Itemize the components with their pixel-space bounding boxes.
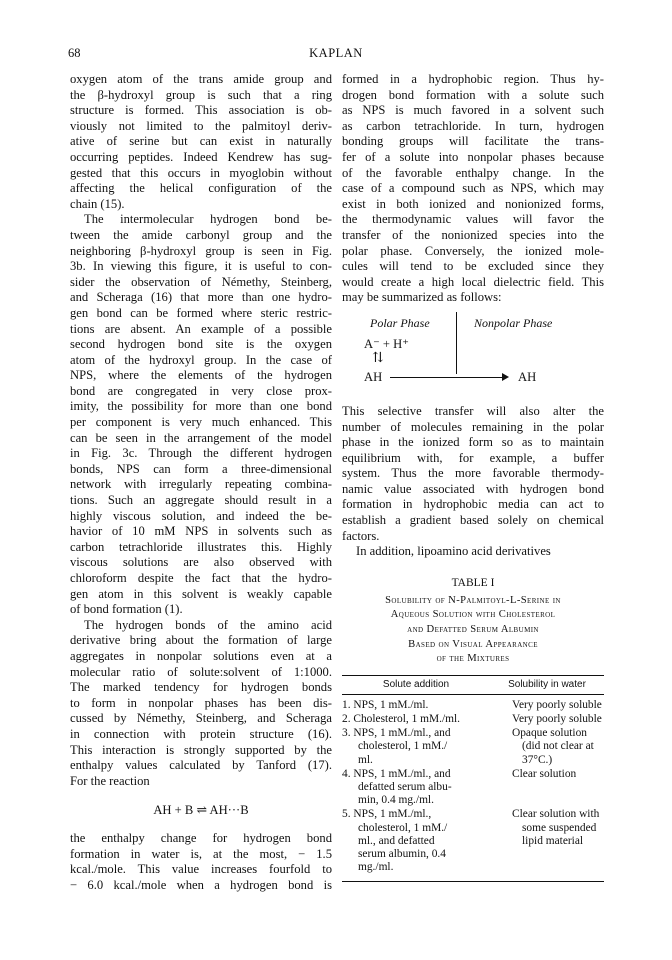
solubility-text: Clear solution with [512, 808, 600, 821]
right-column [342, 72, 604, 882]
phase-scheme [342, 310, 604, 398]
table-caption-line: Solubility of N-Palmitoyl-L-Serine in [385, 594, 561, 606]
solubility-text: Very poorly soluble [512, 713, 602, 726]
solute-text: 2. Cholesterol, 1 mM./ml. [342, 713, 461, 726]
text-line: gen bond can be formed where steric restric- [70, 305, 332, 320]
table-row [342, 699, 604, 712]
table-row [342, 808, 604, 874]
table-row [342, 727, 604, 767]
text-line: carbon tetrachloride illustrates this. Highly [70, 539, 332, 554]
solute-text: serum albumin, 0.4 [358, 848, 446, 861]
solubility-cell [512, 768, 604, 808]
text-line: can be seen in the arrangement of the model [70, 430, 332, 445]
solute-text: 3. NPS, 1 mM./ml., and [342, 727, 451, 740]
text-line: the enthalpy change for hydrogen bond [70, 830, 332, 845]
solubility-cell [512, 713, 604, 726]
text-line: equilibrium with, for example, a buffer [342, 450, 604, 465]
text-line: The intermolecular hydrogen bond be- [84, 212, 332, 227]
text-line: bond are congregated in very close prox- [70, 383, 332, 398]
table-caption [342, 594, 604, 667]
nonionized-species-polar: AH [364, 369, 383, 384]
table-caption-line: Based on Visual Appearance [408, 638, 538, 650]
solubility-text: some suspended [522, 821, 597, 834]
equilibrium-arrows-icon: ⇅ [372, 350, 384, 366]
text-line: neighboring β-hydroxyl group is seen in Fig. [70, 243, 332, 258]
text-line: formation in water is, at the most, − 1.5 [70, 846, 332, 861]
text-line: drogen bond formation with a solute such [342, 87, 604, 102]
text-line: This interaction is strongly supported by the [70, 742, 332, 757]
solute-text: ml. [358, 753, 373, 766]
text-line: factors. [342, 528, 380, 543]
text-line: cules will tend to be excluded since they [342, 259, 604, 274]
text-line: as carbon tetrachloride. In turn, hydrogen [342, 118, 604, 133]
text-line: NPS, where the elements of the hydrogen [70, 368, 332, 383]
text-line: namic value associated with hydrogen bond [342, 481, 604, 496]
table-caption-line: of the Mixtures [436, 653, 510, 665]
solubility-cell [512, 808, 604, 874]
solute-text: cholesterol, 1 mM./ [358, 740, 448, 753]
solute-text: 4. NPS, 1 mM./ml., and [342, 767, 451, 780]
text-line: enthalpy values calculated by Tanford (17). [70, 758, 332, 773]
solubility-text: Very poorly soluble [512, 698, 602, 711]
solubility-text: 37°C.) [522, 753, 553, 766]
text-line: bonding groups will facilitate the trans- [342, 134, 604, 149]
text-line: In addition, lipoamino acid derivatives [356, 544, 551, 559]
nonpolar-phase-label: Nonpolar Phase [474, 315, 553, 330]
text-line: phase in the ionized form so as to maintain [342, 435, 604, 450]
table-row [342, 768, 604, 808]
solute-text: cholesterol, 1 mM./ [358, 821, 448, 834]
text-line: highly viscous solution, and indeed the be- [70, 508, 332, 523]
transfer-arrow-icon [390, 377, 505, 378]
text-line: system. Thus the more favorable thermody- [342, 466, 604, 481]
text-line: to form in nonpolar phases has been dis- [70, 695, 332, 710]
table-body [342, 675, 604, 883]
polar-phase-label: Polar Phase [370, 315, 430, 330]
table-header-row [342, 676, 604, 695]
text-line: transfer of the nonionized species into the [342, 227, 604, 242]
text-line: occurring peptides. Indeed Kendrew has sug- [70, 149, 332, 164]
table [342, 576, 604, 883]
text-line: molecular ratio of solute:solvent of 1:1000. [70, 664, 332, 679]
text-line: This selective transfer will also alter the [342, 403, 604, 418]
left-column-continuation [70, 831, 332, 893]
text-line: would create a high local dielectric field. This [342, 274, 604, 289]
text-line: viscous solutions are also observed with [70, 555, 332, 570]
text-line: derivative bring about the formation of large [70, 633, 332, 648]
text-line: kcal./mole. This value increases fourfold to [70, 862, 332, 877]
text-line: exist in both ionized and nonionized forms, [342, 196, 604, 211]
text-line: fer of a solute into nonpolar phases because [342, 149, 604, 164]
page-number: 68 [68, 46, 81, 60]
text-line: aggregates in nonpolar solutions even at a [70, 648, 332, 663]
left-column-body [70, 72, 332, 789]
solubility-text: (did not clear at [522, 740, 594, 753]
solute-cell [342, 768, 512, 808]
text-line: tween the amide carbonyl group and the [70, 227, 332, 242]
text-line: in connection with protein structure (16). [70, 726, 332, 741]
text-line: establish a gradient based solely on chemical [342, 513, 604, 528]
right-column-body [342, 72, 604, 306]
text-line: formation in hydrophobic media can act to [342, 497, 604, 512]
column-header-solubility: Solubility in water [508, 678, 586, 690]
text-line: case of a compound such as NPS, which may [342, 181, 604, 196]
text-line: 3b. In viewing this figure, it is useful to con- [70, 259, 332, 274]
text-line: polar phase. Conversely, the ionized mole- [342, 243, 604, 258]
running-head: KAPLAN [309, 46, 363, 60]
solubility-cell [512, 727, 604, 767]
text-line: affecting the helical configuration of the [70, 181, 332, 196]
text-line: oxygen atom of the trans amide group and [70, 72, 332, 86]
solute-text: min, 0.4 mg./ml. [358, 794, 434, 807]
text-line: the thermodynamic values will favor the [342, 212, 604, 227]
text-line: number of molecules remaining in the polar [342, 419, 604, 434]
text-line: The marked tendency for hydrogen bonds [70, 680, 332, 695]
solute-text: mg./ml. [358, 861, 394, 874]
solubility-text: Clear solution [512, 767, 577, 780]
phase-divider [456, 312, 457, 374]
left-column [70, 72, 332, 893]
column-header-solute: Solute addition [382, 678, 450, 690]
text-line: imity, the possibility for more than one bond [70, 399, 332, 414]
text-line: viously not limited to the palmitoyl deriv- [70, 118, 332, 133]
solute-cell [342, 699, 512, 712]
solute-text: 1. NPS, 1 mM./ml. [342, 698, 429, 711]
text-line: may be summarized as follows: [342, 290, 502, 305]
solute-text: 5. NPS, 1 mM./ml., [342, 808, 432, 821]
text-line: the β-hydroxyl group is such that a ring [70, 87, 332, 102]
text-line: tions. Such an aggregate should result in a [70, 493, 332, 508]
table-rows [342, 695, 604, 882]
table-caption-line: and Defatted Serum Albumin [407, 624, 539, 636]
solubility-text: lipid material [522, 834, 584, 847]
reaction-equation: AH + B ⇌ AH···B [153, 803, 249, 818]
text-line: havior of 10 mM NPS in solvents such as [70, 524, 332, 539]
ionized-species: A⁻ + H⁺ [364, 336, 409, 351]
text-line: second hydrogen bond site is the oxygen [70, 337, 332, 352]
table-caption-line: Aqueous Solution with Cholesterol [390, 609, 556, 621]
right-column-continuation [342, 404, 604, 560]
solute-cell [342, 727, 512, 767]
table-row [342, 713, 604, 726]
text-line: in Fig. 3c. Through the different hydrogen [70, 446, 332, 461]
text-line: chain (15). [70, 196, 125, 211]
solute-text: defatted serum albu- [358, 781, 452, 794]
text-line: bonds, NPS can form a three-dimensional [70, 461, 332, 476]
text-line: chloroform despite the fact that the hydro- [70, 571, 332, 585]
text-line: tions are absent. An example of a possible [70, 321, 332, 336]
text-line: formed in a hydrophobic region. Thus hy- [342, 72, 604, 86]
text-line: of bond formation (1). [70, 602, 183, 617]
text-line: structure is formed. This association is ob- [70, 103, 332, 118]
solute-text: ml., and defatted [358, 834, 435, 847]
text-line: network with irregularly repeating combina- [70, 477, 332, 492]
transfer-arrowhead-icon [502, 373, 509, 381]
text-line: The hydrogen bonds of the amino acid [84, 617, 332, 632]
text-line: − 6.0 kcal./mole when a hydrogen bond is [70, 877, 332, 892]
table-title: TABLE I [451, 576, 495, 589]
solubility-text: Opaque solution [512, 727, 587, 740]
solute-cell [342, 713, 512, 726]
text-line: and Scheraga (16) that more than one hydro- [70, 290, 332, 305]
text-line: per component is very much enhanced. This [70, 415, 332, 430]
text-line: cussed by Némethy, Steinberg, and Scheraga [70, 711, 332, 726]
text-line: sider the observation of Némethy, Steinberg, [70, 274, 332, 289]
text-line: gen atom in this solvent is weakly capable [70, 586, 332, 601]
text-line: For the reaction [70, 773, 150, 788]
text-line: as NPS is much favored in a solvent such [342, 103, 604, 118]
text-line: of the favorable enthalpy change. In the [342, 165, 604, 180]
text-line: atom of the hydroxyl group. In the case of [70, 352, 332, 367]
solubility-cell [512, 699, 604, 712]
text-line: gested that this occurs in myoglobin without [70, 165, 332, 180]
text-line: ative of serine but can exist in naturally [70, 134, 332, 149]
solute-cell [342, 808, 512, 874]
nonionized-species-nonpolar: AH [518, 369, 537, 384]
